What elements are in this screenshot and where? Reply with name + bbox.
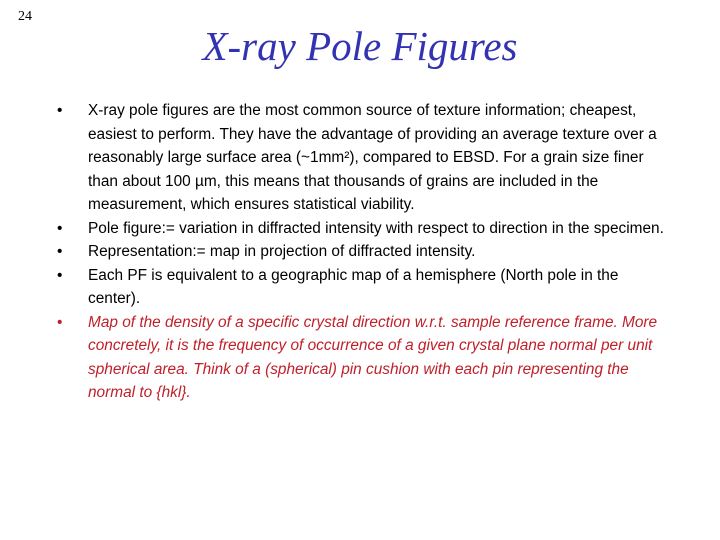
bullet-text: Pole figure:= variation in diffracted intensity with respect to direction in the specimen. xyxy=(88,219,664,237)
slide-number: 24 xyxy=(18,9,32,24)
bullet-marker: • xyxy=(57,102,63,119)
bullet-item-representation xyxy=(57,240,667,264)
bullet-text: X-ray pole figures are the most common source of texture information; cheapest, easiest to perform. They have the advantage of providing an average texture over a reasonably large surface area (~1mm²), compared to EBSD. For a grain size finer than about 100 µm, this means that thousands of grains are included in the measurement, which ensures statistical viability. xyxy=(88,102,657,213)
slide-title: X-ray Pole Figures xyxy=(202,23,518,69)
bullet-item-geographic-map xyxy=(57,264,667,311)
bullet-marker: • xyxy=(57,266,63,284)
bullet-marker: • xyxy=(57,313,63,331)
bullet-item-overview xyxy=(57,99,667,217)
bullet-list xyxy=(57,99,667,405)
bullet-text: Map of the density of a specific crystal direction w.r.t. sample reference frame. More concretely, it is the frequency of occurrence of a given crystal plane normal per unit spherical area. Think of a (spherical) pin cushion with each pin representing the normal to {hkl}. xyxy=(88,313,658,401)
bullet-text: Each PF is equivalent to a geographic map of a hemisphere (North pole in the center). xyxy=(88,266,619,307)
bullet-marker: • xyxy=(57,243,63,260)
bullet-item-density-map xyxy=(57,311,667,405)
bullet-marker: • xyxy=(57,219,63,237)
bullet-item-pole-figure-definition xyxy=(57,217,667,241)
bullet-text: Representation:= map in projection of diffracted intensity. xyxy=(88,243,476,260)
